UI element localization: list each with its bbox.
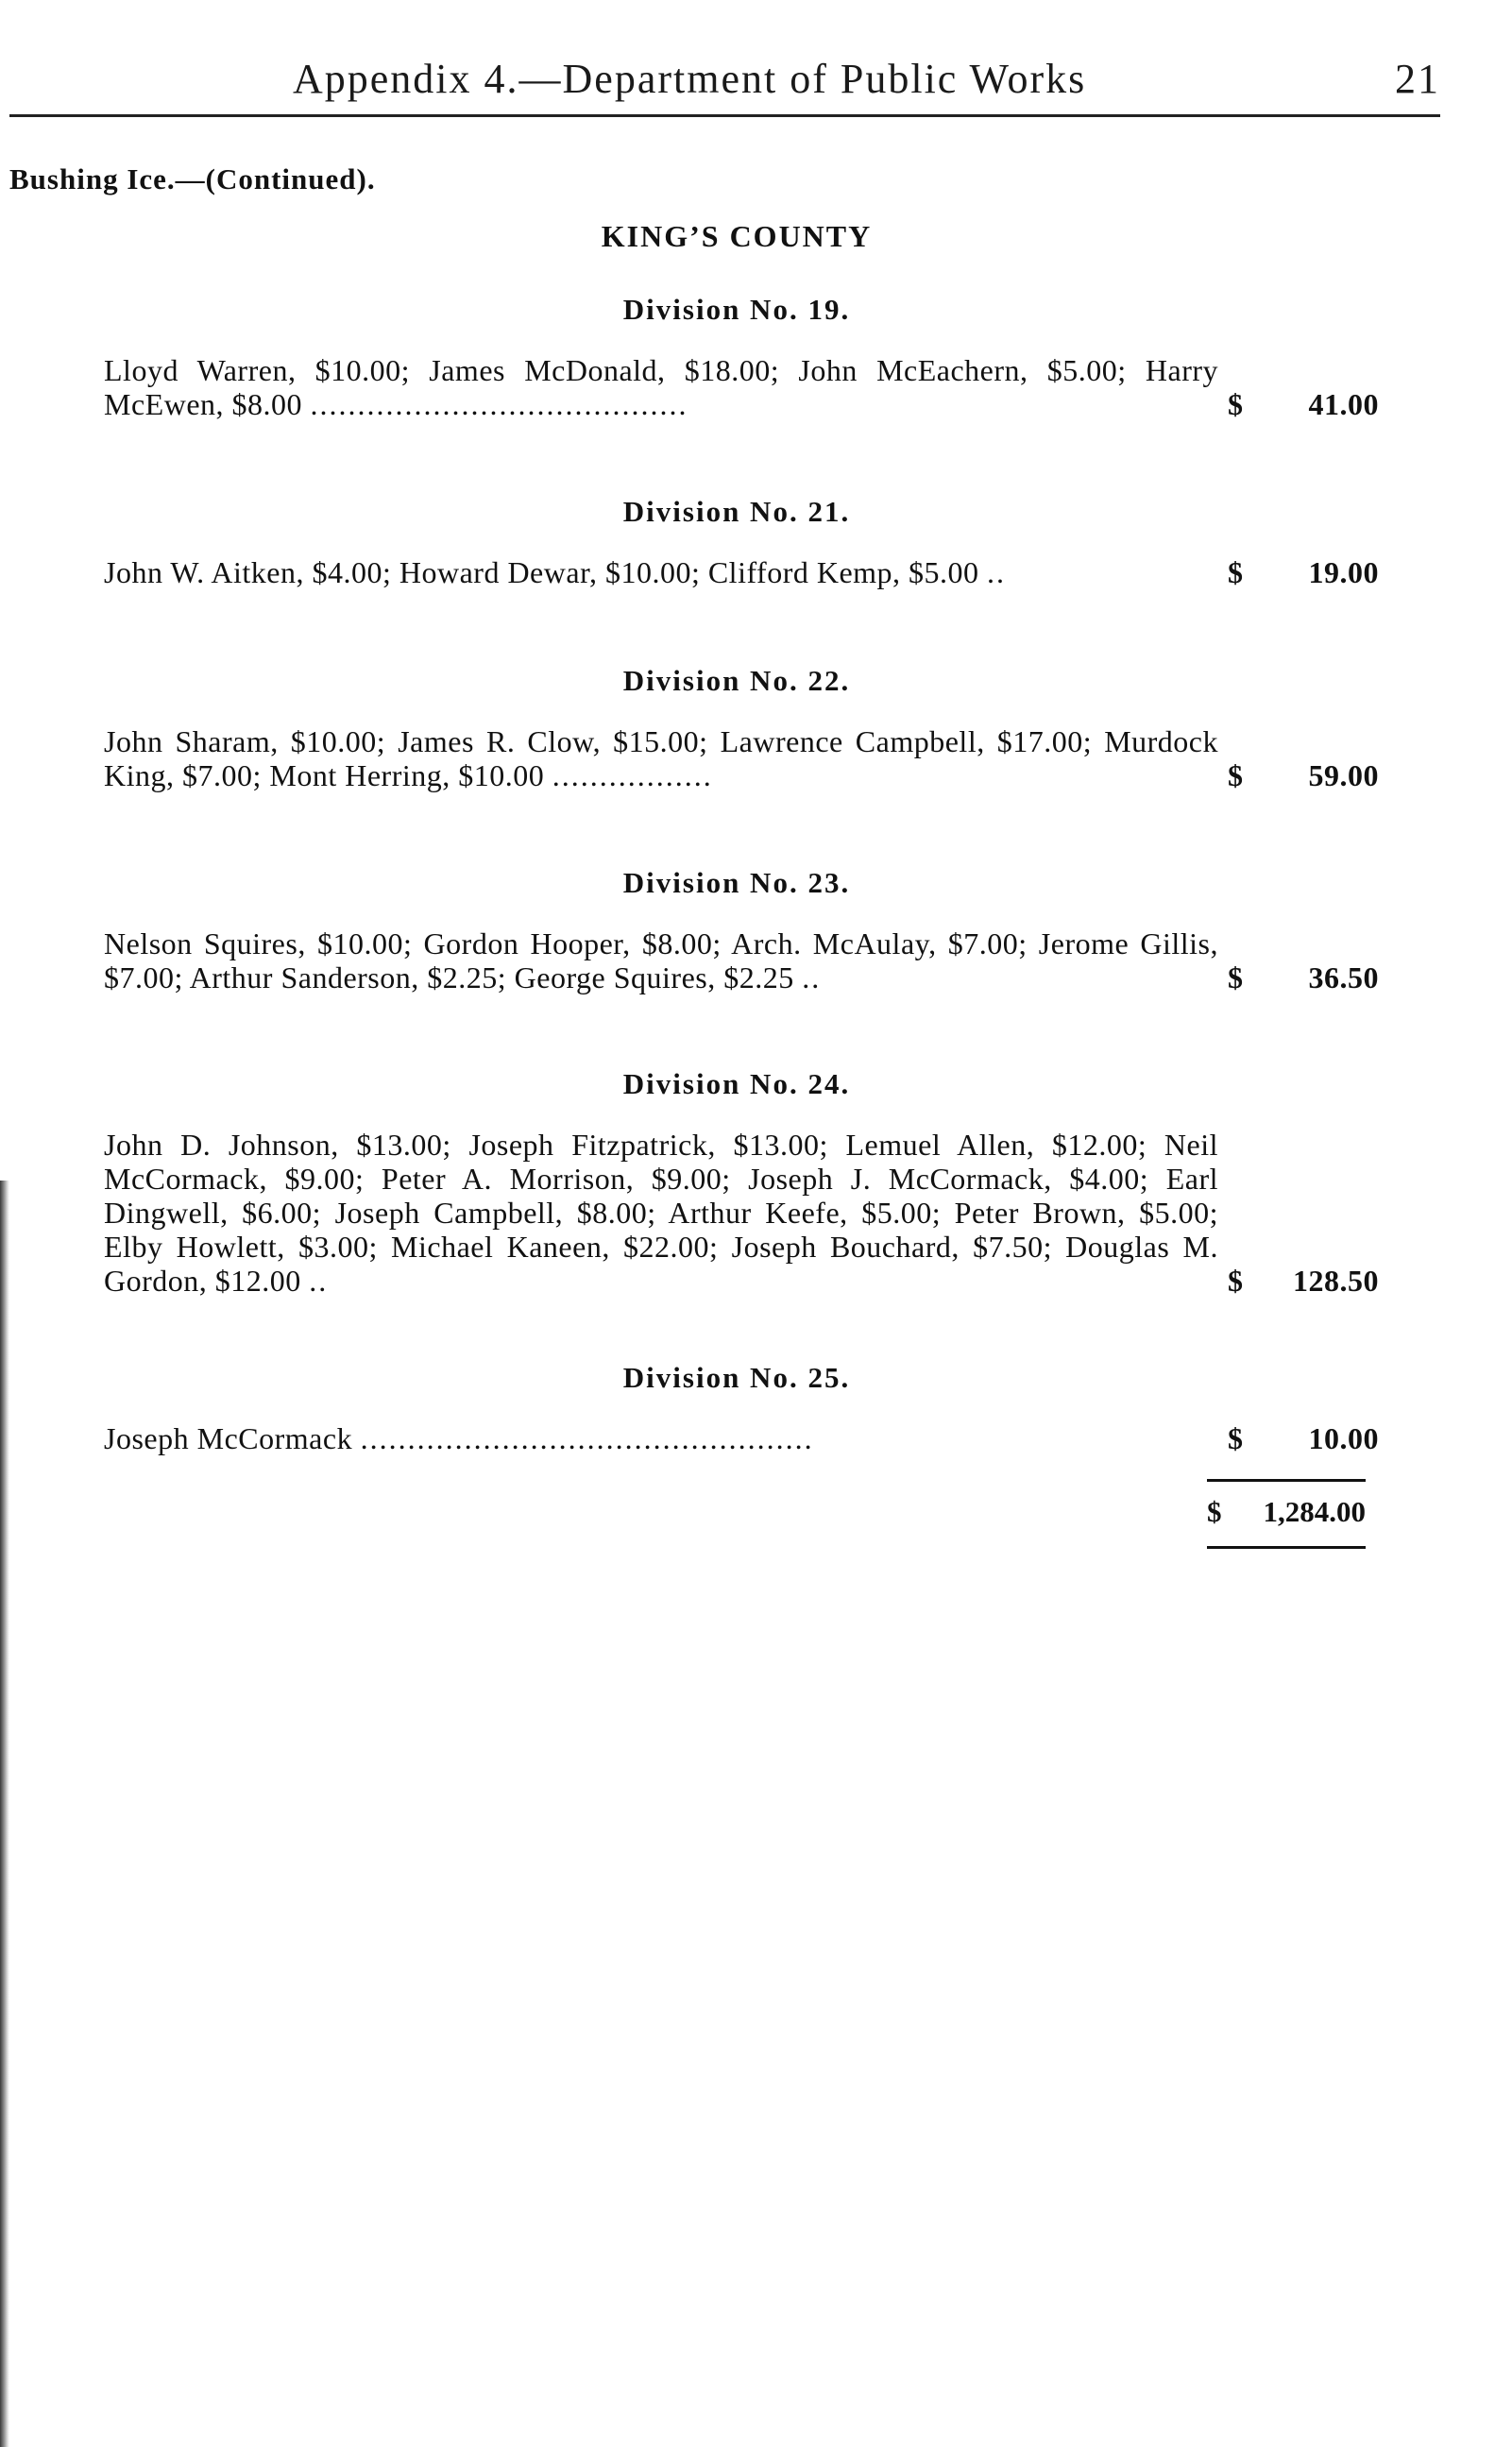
division-entry	[104, 926, 1379, 994]
running-head: Appendix 4.—Department of Public Works	[293, 56, 1087, 102]
dot-leader: .................	[552, 758, 713, 792]
division-21	[104, 495, 1379, 589]
page-header	[0, 36, 1440, 121]
division-amount: 19.00	[1308, 555, 1379, 589]
division-entry	[104, 353, 1379, 421]
dot-leader: ..	[802, 960, 822, 994]
currency-sign: $	[1228, 960, 1244, 994]
division-entry	[104, 724, 1379, 792]
division-entry	[104, 1421, 1379, 1455]
grand-total	[1207, 1482, 1366, 1546]
dot-leader: ..	[987, 555, 1007, 589]
entry-text: John Sharam, $10.00; James R. Clow, $15.00; Lawrence Campbell, $17.00; Murdock King, $7.00; Mont Herring, $10.00	[104, 724, 1218, 792]
total-currency: $	[1207, 1495, 1222, 1528]
division-title: Division No. 21.	[622, 495, 851, 528]
header-rule	[9, 114, 1440, 117]
currency-sign: $	[1228, 387, 1244, 421]
division-25	[104, 1361, 1379, 1455]
division-entry	[104, 555, 1379, 589]
total-block	[1207, 1479, 1366, 1549]
division-19	[104, 293, 1379, 421]
entry-text: John W. Aitken, $4.00; Howard Dewar, $10.00; Clifford Kemp, $5.00	[104, 555, 979, 589]
division-entry	[104, 1128, 1379, 1298]
division-23	[104, 866, 1379, 994]
total-amount: 1,284.00	[1263, 1495, 1366, 1528]
currency-sign: $	[1228, 758, 1244, 792]
dot-leader: ................................................	[360, 1421, 814, 1455]
page-number: 21	[1395, 56, 1440, 102]
division-amount: 10.00	[1308, 1421, 1379, 1455]
division-24	[104, 1067, 1379, 1298]
division-amount: 36.50	[1308, 960, 1379, 994]
division-amount: 59.00	[1308, 758, 1379, 792]
dot-leader: ..	[309, 1264, 329, 1298]
entry-text: Joseph McCormack	[104, 1421, 353, 1455]
division-title: Division No. 22.	[622, 664, 851, 697]
section-label: Bushing Ice.—(Continued).	[9, 162, 376, 195]
division-amount: 128.50	[1293, 1264, 1379, 1298]
currency-sign: $	[1228, 1264, 1244, 1298]
county-title: KING’S COUNTY	[601, 219, 873, 253]
scan-edge-shadow	[0, 1181, 9, 2447]
entry-text: John D. Johnson, $13.00; Joseph Fitzpatrick, $13.00; Lemuel Allen, $12.00; Neil McCormack, $9.00; Peter A. Morrison, $9.00; Joseph J. McCormack, $4.00; Earl Dingwell, $6.00; Joseph Campbell, $8.00; Arthur Keefe, $5.00; Peter Brown, $5.00; Elby Howlett, $3.00; Michael Kaneen, $22.00; Joseph Bouchard, $7.50; Douglas M. Gordon, $12.00	[104, 1128, 1218, 1298]
entry-text: Nelson Squires, $10.00; Gordon Hooper, $8.00; Arch. McAulay, $7.00; Jerome Gillis, $7.00; Arthur Sanderson, $2.25; George Squires, $2.25	[104, 926, 1218, 994]
entry-text: Lloyd Warren, $10.00; James McDonald, $18.00; John McEachern, $5.00; Harry McEwen, $8.00	[104, 353, 1218, 421]
division-title: Division No. 19.	[622, 293, 851, 326]
currency-sign: $	[1228, 1421, 1244, 1455]
division-amount: 41.00	[1308, 387, 1379, 421]
division-22	[104, 664, 1379, 792]
total-rule-bottom	[1207, 1546, 1366, 1549]
currency-sign: $	[1228, 555, 1244, 589]
division-title: Division No. 25.	[622, 1361, 851, 1394]
division-title: Division No. 24.	[622, 1067, 851, 1100]
dot-leader: ........................................	[310, 387, 688, 421]
division-title: Division No. 23.	[622, 866, 851, 899]
